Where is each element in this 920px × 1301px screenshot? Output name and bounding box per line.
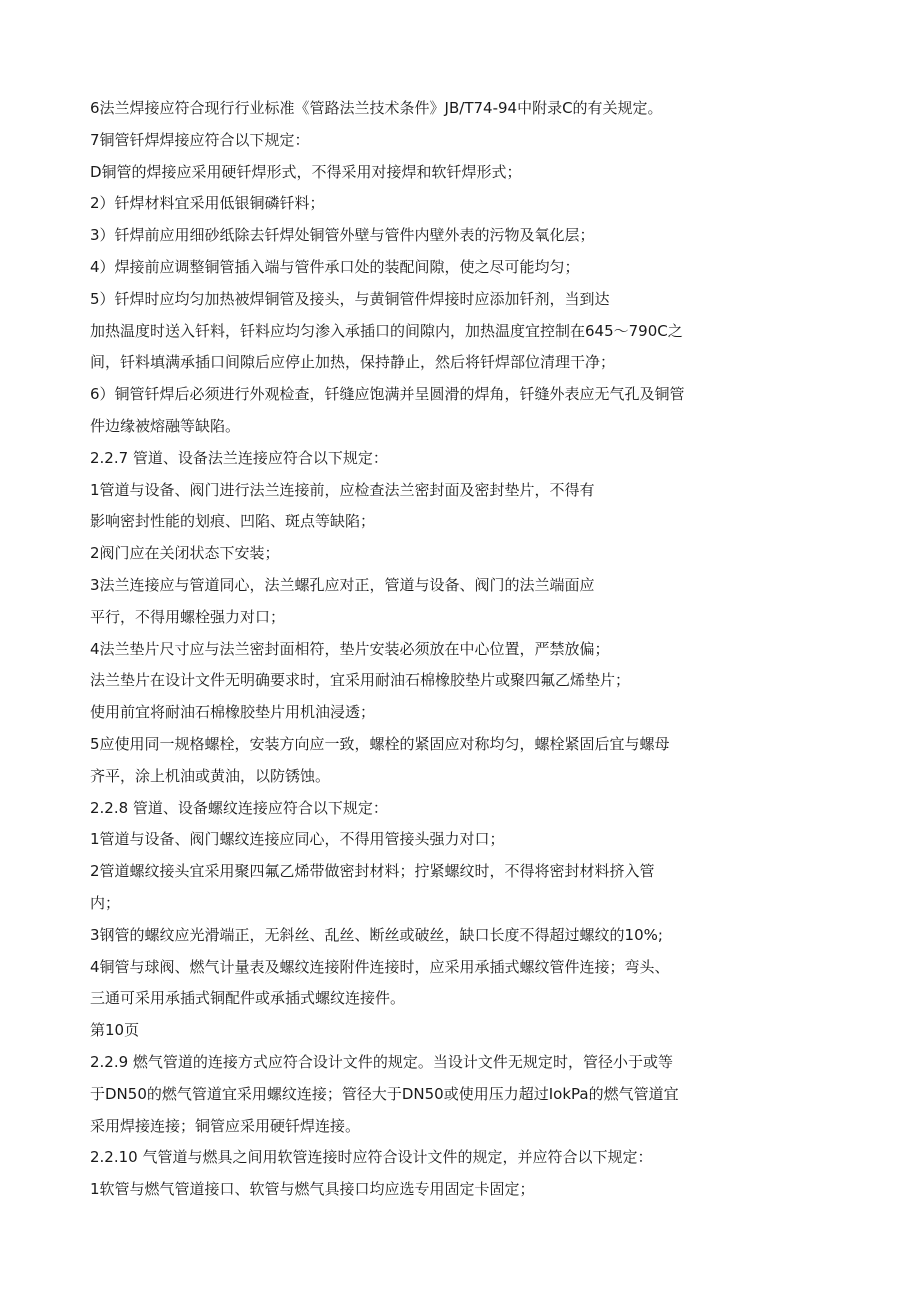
text-line: 4铜管与球阀、燃气计量表及螺纹连接附件连接时，应采用承插式螺纹管件连接；弯头、 [90,958,670,976]
text-line: 6法兰焊接应符合现行行业标准《管路法兰技术条件》JB/T74-94中附录C的有关规定。 [90,99,663,117]
text-line: 5应使用同一规格螺栓，安装方向应一致，螺栓的紧固应对称均匀，螺栓紧固后宜与螺母 [90,735,670,753]
text-line: 3）钎焊前应用细砂纸除去钎焊处铜管外壁与管件内壁外表的污物及氧化层； [90,226,595,244]
text-line: 内； [90,894,121,912]
text-line: 7铜管钎焊焊接应符合以下规定： [90,131,310,149]
text-line: 三通可采用承插式铜配件或承插式螺纹连接件。 [90,989,406,1007]
text-line: 4法兰垫片尺寸应与法兰密封面相符，垫片安装必须放在中心位置，严禁放偏； [90,640,610,658]
text-line: 6）铜管钎焊后必须进行外观检查，钎缝应饱满并呈圆滑的焊角，钎缝外表应无气孔及铜管 [90,385,685,403]
text-line: 间，钎料填满承插口间隙后应停止加热，保持静止，然后将钎焊部位清理干净； [90,353,616,371]
text-line: 采用焊接连接；铜管应采用硬钎焊连接。 [90,1117,361,1135]
text-line: 件边缘被熔融等缺陷。 [90,417,241,435]
text-line: 2.2.8 管道、设备螺纹连接应符合以下规定： [90,799,388,817]
text-line: 2阀门应在关闭状态下安装； [90,544,280,562]
text-line: 3钢管的螺纹应光滑端正，无斜丝、乱丝、断丝或破丝，缺口长度不得超过螺纹的10%; [90,926,663,944]
text-line: 影响密封性能的划痕、凹陷、斑点等缺陷； [90,512,376,530]
text-line: 齐平，涂上机油或黄油，以防锈蚀。 [90,767,331,785]
text-line: 加热温度时送入钎料，钎料应均匀渗入承插口的间隙内，加热温度宜控制在645～790C之 [90,322,683,340]
text-line: D铜管的焊接应采用硬钎焊形式，不得采用对接焊和软钎焊形式； [90,163,522,181]
text-line: 平行，不得用螺栓强力对口； [90,608,286,626]
text-line: 1管道与设备、阀门进行法兰连接前，应检查法兰密封面及密封垫片，不得有 [90,481,595,499]
text-line: 2.2.10 气管道与燃具之间用软管连接时应符合设计文件的规定，并应符合以下规定： [90,1148,653,1166]
text-line: 于DN50的燃气管道宜采用螺纹连接；管径大于DN50或使用压力超过IokPa的燃气管道宜 [90,1085,679,1103]
text-line: 4）焊接前应调整铜管插入端与管件承口处的装配间隙，使之尽可能均匀； [90,258,580,276]
text-line: 2管道螺纹接头宜采用聚四氟乙烯带做密封材料；拧紧螺纹时，不得将密封材料挤入管 [90,862,655,880]
text-line: 2.2.7 管道、设备法兰连接应符合以下规定： [90,449,388,467]
text-line: 5）钎焊时应均匀加热被焊铜管及接头，与黄铜管件焊接时应添加钎剂，当到达 [90,290,610,308]
text-line: 第10页 [90,1021,140,1039]
text-line: 使用前宜将耐油石棉橡胶垫片用机油浸透； [90,703,376,721]
text-line: 1管道与设备、阀门螺纹连接应同心，不得用管接头强力对口； [90,830,505,848]
text-line: 法兰垫片在设计文件无明确要求时，宜采用耐油石棉橡胶垫片或聚四氟乙烯垫片； [90,671,631,689]
text-line: 2）钎焊材料宜采用低银铜磷钎料； [90,194,325,212]
text-line: 1软管与燃气管道接口、软管与燃气具接口均应选专用固定卡固定； [90,1180,535,1198]
text-line: 2.2.9 燃气管道的连接方式应符合设计文件的规定。当设计文件无规定时，管径小于或等 [90,1053,673,1071]
text-line: 3法兰连接应与管道同心，法兰螺孔应对正，管道与设备、阀门的法兰端面应 [90,576,595,594]
